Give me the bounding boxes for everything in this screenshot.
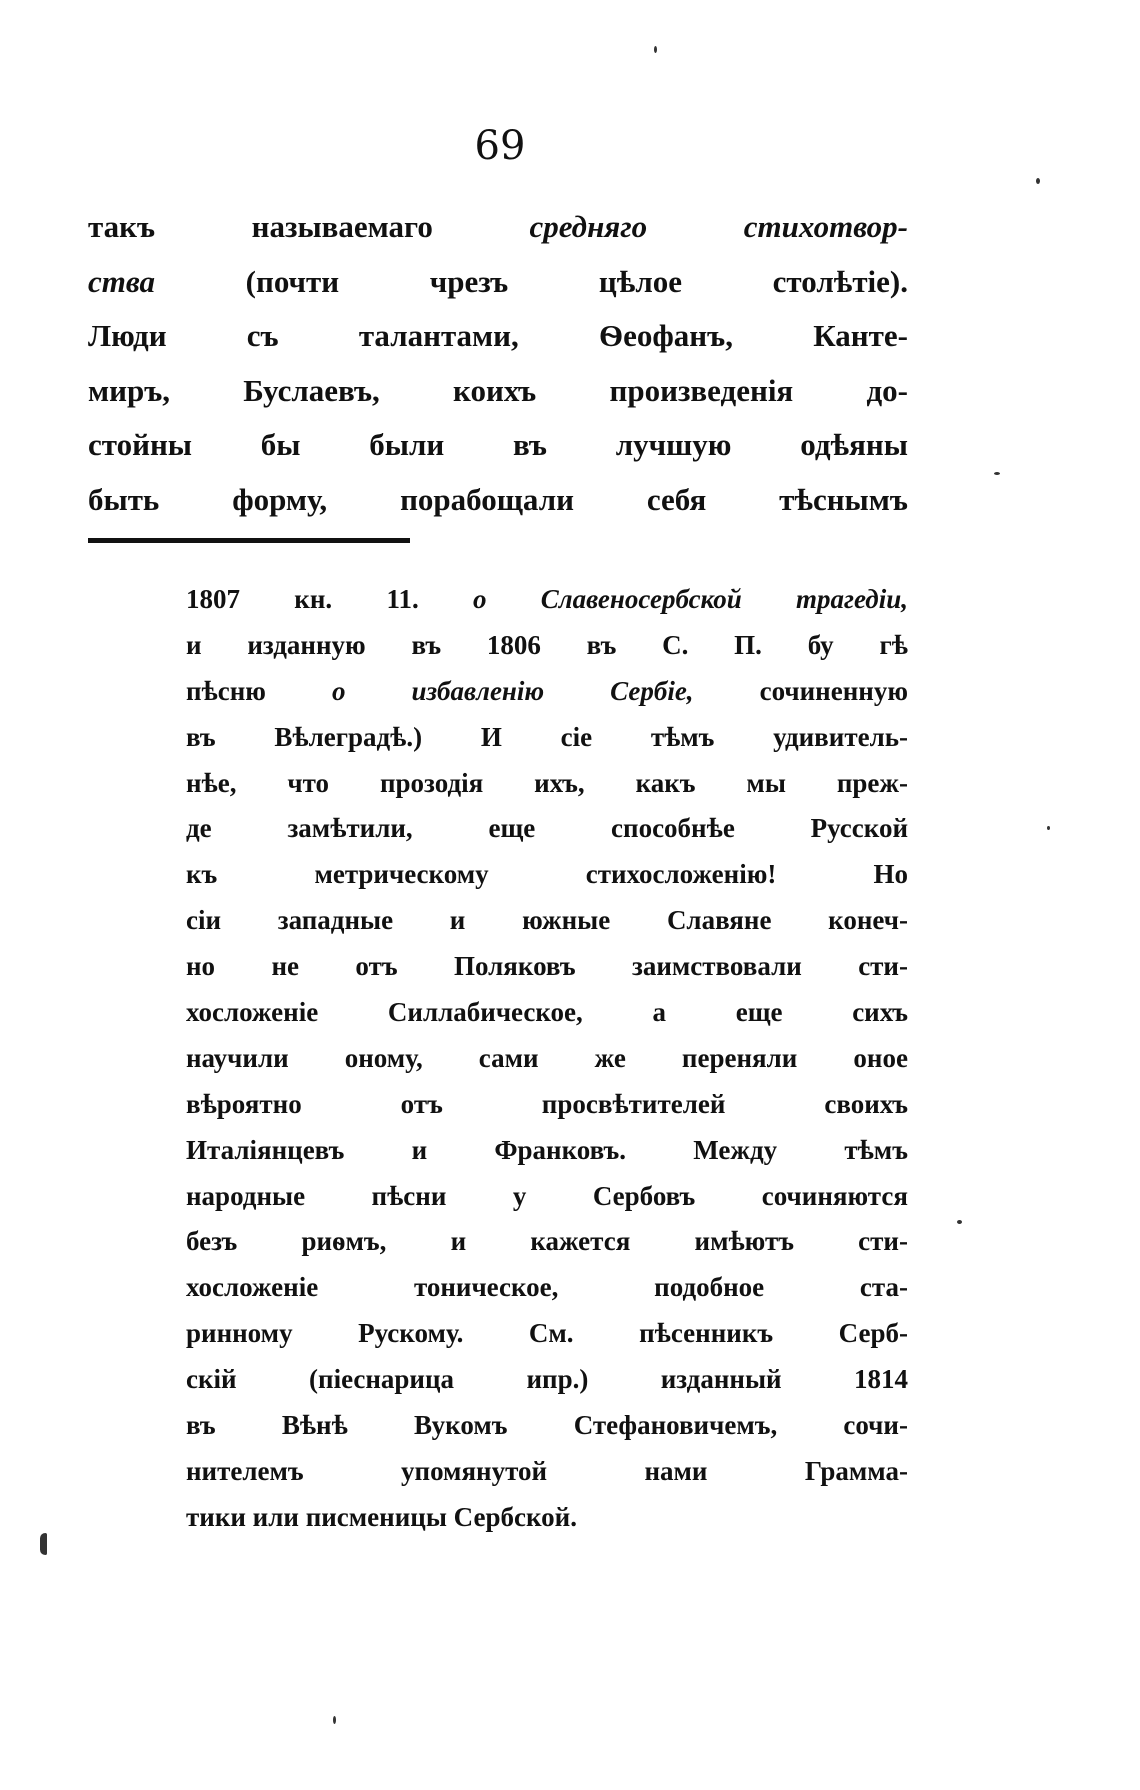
- text-word: бы: [260, 427, 301, 462]
- text-word: Вукомъ: [414, 1410, 508, 1441]
- text-word: и: [411, 1134, 428, 1165]
- text-word: Ѳеофанъ,: [598, 318, 733, 353]
- text-word: такъ: [88, 209, 156, 244]
- text-word: Поляковъ: [453, 951, 576, 982]
- text-word: коихъ: [453, 372, 537, 408]
- text-word: научили: [186, 1042, 289, 1073]
- text-word: Сербіе,: [610, 675, 694, 706]
- text-word: нами: [644, 1455, 708, 1486]
- text-word: лучшую: [615, 427, 732, 462]
- text-word: отъ: [400, 1088, 443, 1119]
- text-word: См.: [528, 1318, 574, 1349]
- text-word: сочиненную: [759, 675, 908, 706]
- text-word: П.: [734, 629, 762, 660]
- text-word: ства: [88, 263, 156, 299]
- text-word: сіе: [560, 721, 593, 752]
- text-word: называемаго: [251, 209, 433, 244]
- text-word: что: [287, 767, 330, 798]
- text-word: миръ,: [88, 372, 171, 408]
- text-word: скій: [186, 1364, 237, 1395]
- text-line: [186, 623, 908, 669]
- text-word: цѣлое: [598, 263, 683, 299]
- text-word: Славеносербской: [540, 584, 742, 614]
- text-line: [186, 1265, 908, 1311]
- text-word: Сербовъ: [592, 1180, 696, 1211]
- text-word: Славяне: [666, 905, 772, 936]
- text-word: и: [449, 905, 466, 936]
- text-line: [186, 1082, 908, 1128]
- text-word: отъ: [355, 951, 398, 982]
- text-word: еще: [735, 997, 783, 1028]
- text-word: Канте-: [813, 318, 908, 353]
- footnote: [186, 577, 908, 1541]
- scan-speck: [654, 46, 657, 53]
- text-word: стихосложенію!: [585, 859, 777, 890]
- text-word: средняго: [529, 209, 648, 244]
- text-line: [88, 364, 908, 419]
- text-word: сами: [478, 1042, 539, 1073]
- text-word: Серб-: [838, 1318, 908, 1349]
- text-word: Буслаевъ,: [243, 372, 380, 408]
- text-word: оное: [853, 1042, 908, 1073]
- text-line: [186, 1174, 908, 1220]
- text-word: просвѣтителей: [541, 1088, 726, 1119]
- text-word: чрезъ: [429, 263, 509, 299]
- text-word: Грамма-: [804, 1455, 908, 1486]
- text-word: упомянутой: [401, 1455, 548, 1486]
- text-word: сочи-: [843, 1410, 908, 1441]
- text-word: пѣсню: [186, 675, 266, 706]
- text-word: преж-: [836, 767, 908, 798]
- text-word: сочиняются: [761, 1180, 908, 1211]
- text-word: столѣтіе).: [772, 263, 908, 299]
- text-word: Но: [873, 859, 908, 890]
- scan-speck: [40, 1533, 47, 1555]
- text-word: стихотвор-: [743, 209, 908, 244]
- text-word: въ: [411, 629, 442, 660]
- text-word: Между: [693, 1134, 778, 1165]
- scan-speck: [333, 1716, 336, 1724]
- scan-speck: [1047, 826, 1050, 830]
- text-word: И: [480, 721, 502, 752]
- text-word: (почти: [245, 263, 340, 299]
- text-word: до-: [866, 372, 908, 408]
- text-line: [88, 309, 908, 364]
- text-word: тѣмъ: [650, 721, 715, 752]
- text-word: въ: [512, 427, 547, 462]
- text-word: кажется: [530, 1226, 631, 1257]
- text-word: тѣмъ: [844, 1134, 908, 1165]
- scan-speck: [1036, 178, 1040, 184]
- text-word: и: [186, 629, 202, 660]
- text-line: [186, 761, 908, 807]
- text-word: нѣе,: [186, 767, 237, 798]
- text-line: [186, 1495, 908, 1541]
- text-word: форму,: [232, 481, 328, 517]
- text-word: Русской: [810, 813, 908, 844]
- text-line: [88, 200, 908, 255]
- text-word: Стефановичемъ,: [573, 1410, 778, 1441]
- text-word: трагедіи,: [796, 584, 908, 614]
- text-word: стойны: [88, 427, 193, 462]
- text-word: ихъ,: [534, 767, 585, 798]
- text-word: къ: [186, 859, 218, 890]
- text-word: 1807: [186, 584, 240, 614]
- scan-speck: [957, 1220, 962, 1224]
- text-word: какъ: [635, 767, 696, 798]
- text-word: одѣяны: [800, 427, 908, 462]
- text-word: риѳмъ,: [301, 1226, 387, 1257]
- text-word: 1814: [853, 1364, 908, 1395]
- text-word: у: [512, 1180, 527, 1211]
- text-word: вѣроятно: [186, 1088, 302, 1119]
- text-line: [88, 255, 908, 310]
- text-word: но: [186, 951, 216, 982]
- text-word: безъ: [186, 1226, 238, 1257]
- text-word: сти-: [858, 1226, 908, 1257]
- text-word: не: [271, 951, 300, 982]
- text-word: Вѣлеградѣ.): [274, 721, 423, 752]
- text-word: сихъ: [852, 997, 908, 1028]
- text-word: Рускому.: [358, 1318, 464, 1349]
- text-word: еще: [488, 813, 536, 844]
- page-number: 69: [474, 123, 526, 169]
- text-line: [186, 944, 908, 990]
- text-word: кн.: [294, 584, 333, 614]
- text-word: въ: [586, 629, 617, 660]
- text-word: (піеснарица: [309, 1364, 455, 1395]
- text-word: своихъ: [824, 1088, 908, 1119]
- text-word: замѣтили,: [287, 813, 413, 844]
- text-word: пѣсенникъ: [639, 1318, 774, 1349]
- text-word: метрическому: [314, 859, 489, 890]
- text-word: изданный: [660, 1364, 782, 1395]
- text-word: де: [186, 813, 212, 844]
- text-line: [186, 1036, 908, 1082]
- text-word: тѣснымъ: [779, 481, 908, 517]
- text-line: [88, 473, 908, 528]
- text-word: сіи: [186, 905, 222, 936]
- text-word: С.: [662, 629, 689, 660]
- text-line: [186, 669, 908, 715]
- text-word: съ: [246, 318, 279, 353]
- text-word: удивитель-: [773, 721, 908, 752]
- text-line: [186, 1449, 908, 1495]
- text-word: порабощали: [400, 481, 574, 517]
- text-line: [186, 806, 908, 852]
- text-word: а: [652, 997, 666, 1028]
- text-word: себя: [646, 481, 707, 517]
- text-word: Италіянцевъ: [186, 1134, 345, 1165]
- text-word: имѣютъ: [694, 1226, 794, 1257]
- text-word: переняли: [681, 1042, 798, 1073]
- text-word: гѣ: [879, 629, 908, 660]
- text-word: пѣсни: [371, 1180, 447, 1211]
- text-word: ринному: [186, 1318, 293, 1349]
- text-line: [186, 1219, 908, 1265]
- text-word: способнѣе: [611, 813, 735, 844]
- text-line: [186, 1311, 908, 1357]
- text-word: въ: [186, 721, 216, 752]
- text-word: прозодія: [379, 767, 484, 798]
- text-line: [88, 418, 908, 473]
- text-word: 11.: [386, 584, 419, 614]
- text-word: ста-: [859, 1272, 908, 1303]
- text-word: сти-: [858, 951, 908, 982]
- text-word: Люди: [88, 318, 167, 353]
- text-word: произведенія: [609, 372, 794, 408]
- text-word: о: [472, 584, 487, 614]
- text-word: ипр.): [526, 1364, 589, 1395]
- text-segment: тики или писменицы Сербской.: [186, 1501, 577, 1532]
- text-word: народные: [186, 1180, 306, 1211]
- text-word: талантами,: [358, 318, 519, 353]
- text-word: подобное: [654, 1272, 765, 1303]
- text-word: и: [450, 1226, 467, 1257]
- text-word: хосложеніе: [186, 1272, 319, 1303]
- footnote-rule: [88, 538, 410, 543]
- text-word: въ: [186, 1410, 216, 1441]
- text-word: оному,: [344, 1042, 423, 1073]
- text-line: [186, 1357, 908, 1403]
- scan-speck: [994, 472, 1000, 475]
- text-word: изданную: [247, 629, 366, 660]
- text-line: [186, 852, 908, 898]
- text-word: о: [331, 675, 346, 706]
- text-word: тоническое,: [413, 1272, 559, 1303]
- main-text: [88, 200, 908, 527]
- text-word: избавленію: [411, 675, 545, 706]
- text-word: хосложеніе: [186, 997, 319, 1028]
- text-word: заимствовали: [631, 951, 802, 982]
- text-line: [186, 898, 908, 944]
- text-word: Силлабическое,: [387, 997, 583, 1028]
- text-word: южные: [522, 905, 611, 936]
- text-word: Вѣнѣ: [281, 1410, 348, 1441]
- text-word: мы: [746, 767, 786, 798]
- text-word: же: [594, 1042, 626, 1073]
- text-line: [186, 990, 908, 1036]
- text-line: [186, 715, 908, 761]
- text-line: [186, 577, 908, 623]
- text-line: [186, 1128, 908, 1174]
- text-word: конеч-: [828, 905, 908, 936]
- text-word: были: [369, 427, 445, 462]
- text-word: нителемъ: [186, 1455, 304, 1486]
- text-word: 1806: [486, 629, 541, 660]
- text-word: западные: [277, 905, 394, 936]
- text-line: [186, 1403, 908, 1449]
- text-word: быть: [88, 481, 160, 517]
- text-word: Франковъ.: [494, 1134, 627, 1165]
- text-word: бу: [807, 629, 834, 660]
